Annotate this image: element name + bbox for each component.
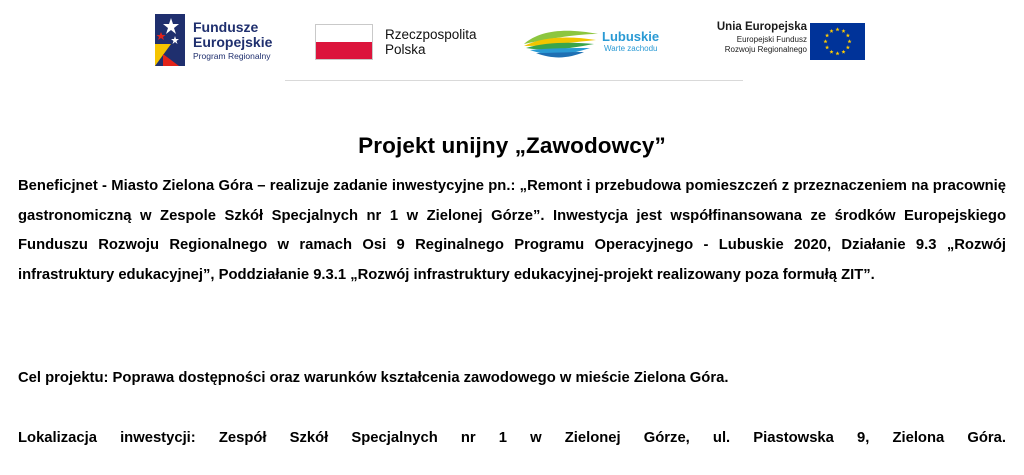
polish-flag-icon: [315, 24, 373, 60]
ue-line2: Europejski Fundusz: [736, 34, 807, 44]
fundusze-europejskie-emblem-icon: [155, 14, 185, 66]
fundusze-line2: Europejskie: [193, 34, 273, 50]
fundusze-line3: Program Regionalny: [193, 51, 271, 61]
lubuskie-name: Lubuskie: [602, 29, 660, 44]
project-goal: Cel projektu: Poprawa dostępności oraz warunków kształcenia zawodowego w mieście Zielona Góra.: [18, 370, 729, 386]
logo-divider: [285, 80, 743, 81]
lubuskie-tagline: Warte zachodu: [604, 44, 658, 53]
polska-line2: Polska: [385, 42, 426, 57]
rzeczpospolita-polska-wordmark: [385, 27, 477, 57]
lubuskie-logo: [522, 22, 682, 64]
lubuskie-emblem-icon: [522, 22, 600, 62]
fundusze-europejskie-logo: [155, 14, 290, 66]
project-description: Beneficjnet - Miasto Zielona Góra – realizuje zadanie inwestycyjne pn.: „Remont i przebudowa pomieszczeń z przeznaczeniem na pracownię gastronomiczną w Zespole Szkół Specjalnych nr 1 w Zielonej Górze”. Inwestycja jest współfinansowana ze środków Europejskiego Funduszu Rozwoju Regionalnego w ramach Osi 9 Reginalnego Programu Operacyjnego - Lubuskie 2020, Działanie 9.3 „Rozwój infrastruktury edukacyjnej”, Poddziałanie 9.3.1 „Rozwój infrastruktury edukacyjnej-projekt realizowany poza formułą ZIT”.: [18, 178, 1006, 283]
ue-line3: Rozwoju Regionalnego: [724, 44, 807, 54]
unia-europejska-wordmark: [697, 22, 807, 54]
project-location: [18, 424, 1006, 454]
lubuskie-wordmark: [602, 30, 659, 53]
unia-europejska-logo: [697, 22, 867, 64]
ue-line1: Unia Europejska: [716, 21, 807, 33]
rzeczpospolita-polska-logo: [315, 24, 485, 64]
project-location-text: Lokalizacja inwestycji: Zespół Szkół Specjalnych nr 1 w Zielonej Górze, ul. Piastowska 9, Zielona Góra.: [18, 430, 1006, 446]
eu-flag-icon: [810, 23, 865, 60]
polska-line1: Rzeczpospolita: [385, 27, 477, 42]
logo-bar: [0, 0, 1024, 82]
fundusze-line1: Fundusze: [193, 19, 259, 35]
fundusze-europejskie-wordmark: [193, 20, 272, 61]
page-title: Projekt unijny „Zawodowcy”: [358, 133, 666, 158]
